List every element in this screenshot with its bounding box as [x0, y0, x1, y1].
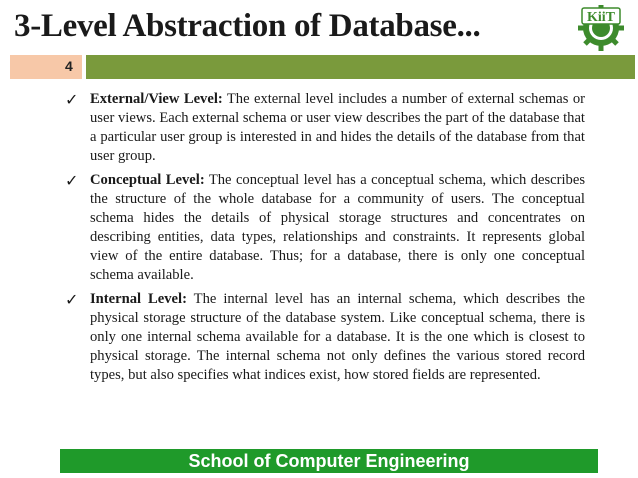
header-bar [86, 55, 635, 79]
check-icon: ✓ [65, 90, 79, 109]
slide-title: 3-Level Abstraction of Database... [14, 8, 481, 44]
footer-banner: School of Computer Engineering [60, 449, 598, 473]
check-icon: ✓ [65, 171, 79, 190]
list-item [65, 290, 585, 385]
item-text: The internal level has an internal schema, which describes the physical storage structure of the database system. Like conceptual schema, there is only one internal schema available for a database. It is the one which is closest to physical storage. The internal schema not only defines the various stored record types, but also specifies what indices exist, how stored fields are represented. [90, 291, 585, 383]
item-heading: Conceptual Level: [90, 172, 205, 188]
item-heading: External/View Level: [90, 91, 223, 107]
slide-number-box [10, 55, 82, 79]
list-item [65, 171, 585, 285]
bullet-list [65, 90, 585, 390]
logo-text: KiiT [586, 10, 616, 25]
item-text: The conceptual level has a conceptual schema, which describes the structure of the whole database for a community of users. The conceptual schema hides the details of physical storage structures and concentrates on describing entities, data types, relationships and constraints. It represents global view of the entire database. Thus; for a database, there is only one conceptual schema available. [90, 172, 586, 283]
kiit-logo [568, 2, 634, 52]
list-item [65, 90, 585, 166]
check-icon: ✓ [65, 290, 79, 309]
slide-number: 4 [65, 58, 73, 74]
item-heading: Internal Level: [90, 291, 187, 307]
item-text: The external level includes a number of external schemas or user views. Each external schema or user view describes the part of the database that a particular user group is interested in and hides the details of the database from that user group. [90, 91, 585, 164]
